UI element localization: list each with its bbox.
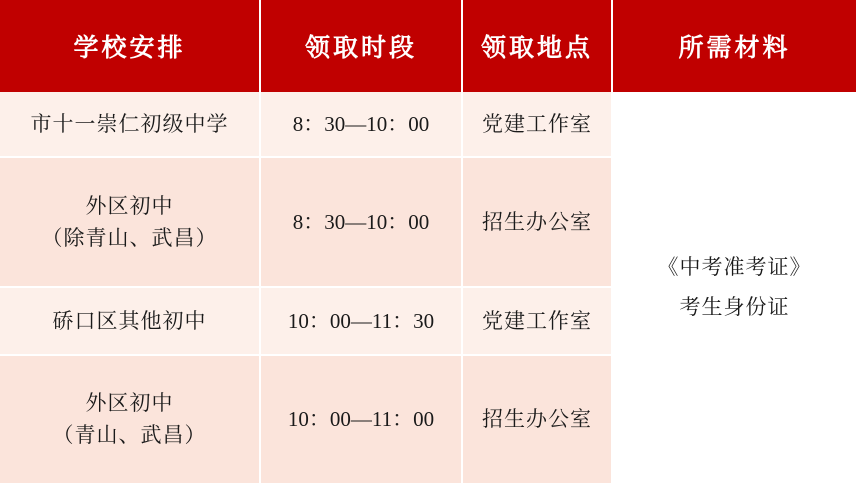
header-row	[0, 0, 856, 92]
materials-line-1: 《中考准考证》	[657, 254, 812, 279]
cell-place: 招生办公室	[462, 157, 612, 287]
cell-school	[0, 92, 260, 157]
cell-time: 8：30—10：00	[260, 157, 462, 287]
table-header	[0, 0, 856, 92]
school-line: 硚口区其他初中	[52, 308, 207, 333]
header-pickup-time: 领取时段	[260, 0, 462, 92]
header-school-arrangement: 学校安排	[0, 0, 260, 92]
school-line: （除青山、武昌）	[41, 226, 218, 251]
cell-place: 党建工作室	[462, 287, 612, 354]
materials-line-2: 考生身份证	[679, 294, 790, 319]
cell-place: 招生办公室	[462, 355, 612, 483]
header-required-materials: 所需材料	[612, 0, 856, 92]
cell-time: 10：00—11：00	[260, 355, 462, 483]
cell-place: 党建工作室	[462, 92, 612, 157]
school-line: （青山、武昌）	[52, 423, 207, 448]
table-row	[0, 92, 856, 157]
cell-school	[0, 287, 260, 354]
cell-school	[0, 157, 260, 287]
cell-materials	[612, 92, 856, 483]
cell-school	[0, 355, 260, 483]
school-line: 外区初中	[85, 390, 174, 415]
cell-time: 10：00—11：30	[260, 287, 462, 354]
school-line: 市十一崇仁初级中学	[30, 111, 229, 136]
table-body	[0, 92, 856, 483]
header-pickup-location: 领取地点	[462, 0, 612, 92]
cell-time: 8：30—10：00	[260, 92, 462, 157]
school-line: 外区初中	[85, 193, 174, 218]
